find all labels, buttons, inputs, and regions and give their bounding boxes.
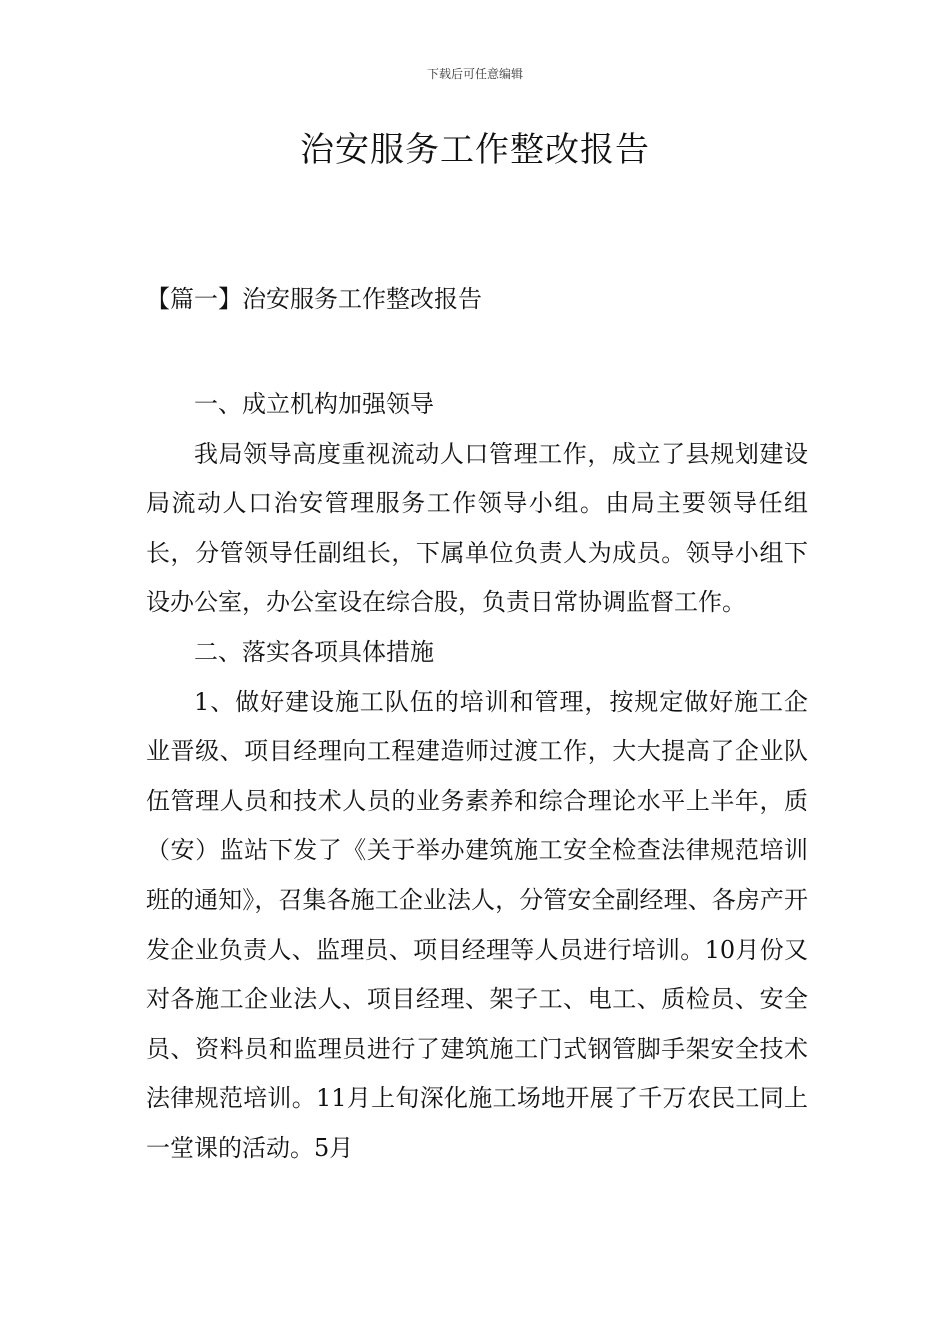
document-body [146, 380, 808, 1174]
section-heading: 一、成立机构加强领导 [194, 390, 434, 418]
document-title: 治安服务工作整改报告 [300, 130, 650, 170]
page-header-note: 下载后可任意编辑 [426, 67, 523, 81]
chapter-title: 【篇一】治安服务工作整改报告 [146, 285, 482, 313]
body-paragraph: 我局领导高度重视流动人口管理工作，成立了县规划建设局流动人口治安管理服务工作领导小组。由局主要领导任组长，分管领导任副组长，下属单位负责人为成员。领导小组下设办公室，办公室设在综合股，负责日常协调监督工作。 [146, 439, 808, 617]
section-heading: 二、落实各项具体措施 [194, 637, 434, 666]
body-paragraph: 1、做好建设施工队伍的培训和管理，按规定做好施工企业晋级、项目经理向工程建造师过渡工作，大大提高了企业队伍管理人员和技术人员的业务素养和综合理论水平上半年，质（安）监站下发了《关于举办建筑施工安全检查法律规范培训班的通知》，召集各施工企业法人，分管安全副经理、各房产开发企业负责人、监理员、项目经理等人员进行培训。10月份又对各施工企业法人、项目经理、架子工、电工、质检员、安全员、资料员和监理员进行了建筑施工门式钢管脚手架安全技术法律规范培训。11月上旬深化施工场地开展了千万农民工同上一堂课的活动。5月 [146, 687, 808, 1162]
